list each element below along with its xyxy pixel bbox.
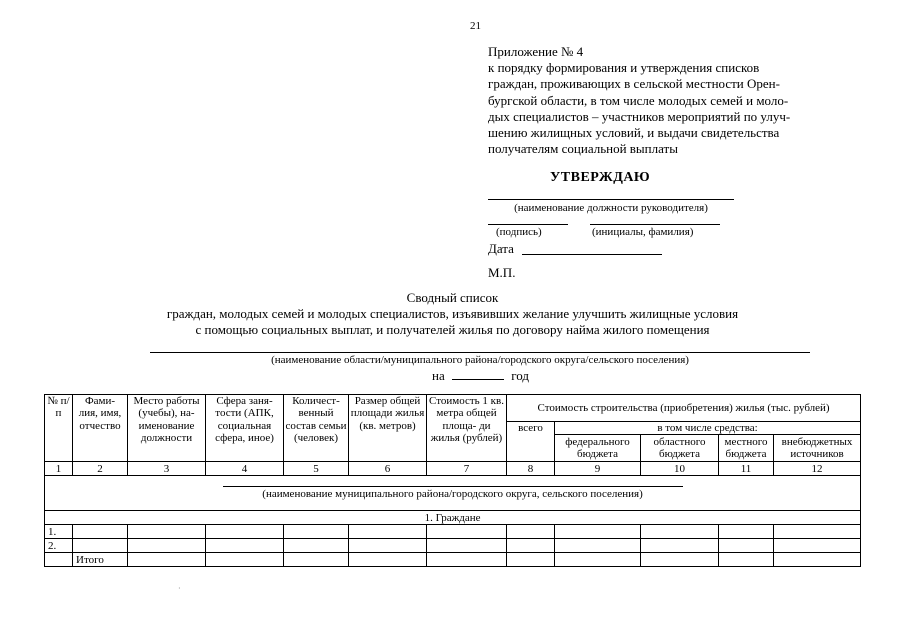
seal-label: М.П. (488, 265, 516, 280)
appendix-line: шению жилищных условий, и выдачи свидетельства (488, 125, 780, 141)
appendix-line: к порядку формирования и утверждения списков (488, 60, 760, 76)
column-number: 9 (555, 462, 641, 476)
section-row (45, 511, 861, 525)
row-number: 1. (45, 525, 73, 539)
col-header-local: местного бюджета (719, 435, 774, 462)
summary-table (44, 394, 861, 567)
column-number: 3 (128, 462, 206, 476)
col-header-cost-total: Стоимость строительства (приобретения) жилья (тыс. рублей) (507, 395, 861, 422)
unit-line (223, 486, 683, 487)
section-title: 1. Граждане (45, 511, 861, 525)
initials-line (590, 224, 720, 225)
appendix-line: дых специалистов – участников мероприятий по улуч- (488, 108, 791, 124)
total-row (45, 553, 861, 567)
col-header-num: № п/п (45, 395, 73, 462)
col-header-work: Место работы (учебы), на- именование должности (128, 395, 206, 462)
header-row (45, 395, 861, 422)
col-header-area: Размер общей площади жилья (кв. метров) (349, 395, 427, 462)
appendix-title: Приложение № 4 (488, 44, 584, 59)
unit-row (45, 476, 861, 511)
col-header-cost-sqm: Стоимость 1 кв. метра общей площа- ди жилья (рублей) (427, 395, 507, 462)
unit-caption: (наименование муниципального района/городского округа, сельского поселения) (262, 488, 643, 501)
column-number: 6 (349, 462, 427, 476)
column-number: 4 (206, 462, 284, 476)
col-header-sphere: Сфера заня- тости (АПК, социальная сфера, иное) (206, 395, 284, 462)
region-caption: (наименование области/муниципального района/городского округа/сельского поселения) (271, 354, 689, 366)
approve-heading: УТВЕРЖДАЮ (550, 170, 651, 185)
total-label: Итого (73, 553, 128, 567)
signature-caption: (подпись) (496, 226, 542, 238)
column-number: 11 (719, 462, 774, 476)
column-number: 10 (641, 462, 719, 476)
signature-line (488, 224, 568, 225)
doc-title-line: граждан, молодых семей и молодых специалистов, изъявивших желание улучшить жилищные условия (166, 306, 739, 321)
region-line (150, 352, 810, 353)
doc-title-line: с помощью социальных выплат, и получателей жилья по договору найма жилого помещения (195, 322, 710, 337)
col-header-federal: федерального бюджета (555, 435, 641, 462)
appendix-block (488, 44, 790, 157)
column-number: 12 (774, 462, 861, 476)
column-number: 2 (73, 462, 128, 476)
col-header-family: Количест- венный состав семьи (человек) (284, 395, 349, 462)
scan-speck: · (178, 584, 181, 593)
col-header-total: всего (507, 422, 555, 462)
col-header-regional: областного бюджета (641, 435, 719, 462)
column-number: 7 (427, 462, 507, 476)
table-row (45, 525, 861, 539)
appendix-line: получателям социальной выплаты (488, 141, 678, 157)
column-number: 8 (507, 462, 555, 476)
position-caption: (наименование должности руководителя) (514, 202, 708, 214)
column-number-row (45, 462, 861, 476)
initials-caption: (инициалы, фамилия) (592, 226, 694, 238)
page-number: 21 (470, 20, 481, 32)
year-line (432, 368, 529, 384)
date-label: Дата (488, 241, 514, 256)
column-number: 5 (284, 462, 349, 476)
column-number: 1 (45, 462, 73, 476)
appendix-line: граждан, проживающих в сельской местности Орен- (488, 76, 780, 92)
row-number: 2. (45, 539, 73, 553)
date-line (522, 254, 662, 255)
unit-caption-cell (45, 476, 861, 511)
year-prefix: на (432, 368, 445, 383)
doc-title: Сводный список (406, 290, 499, 305)
col-header-extra: внебюджетных источников (774, 435, 861, 462)
year-blank (452, 368, 504, 380)
position-line (488, 199, 734, 200)
appendix-line: бургской области, в том числе молодых семей и моло- (488, 92, 789, 108)
col-header-including: в том числе средства: (555, 422, 861, 435)
table-row (45, 539, 861, 553)
year-suffix: год (511, 368, 529, 383)
col-header-name: Фами- лия, имя, отчество (73, 395, 128, 462)
